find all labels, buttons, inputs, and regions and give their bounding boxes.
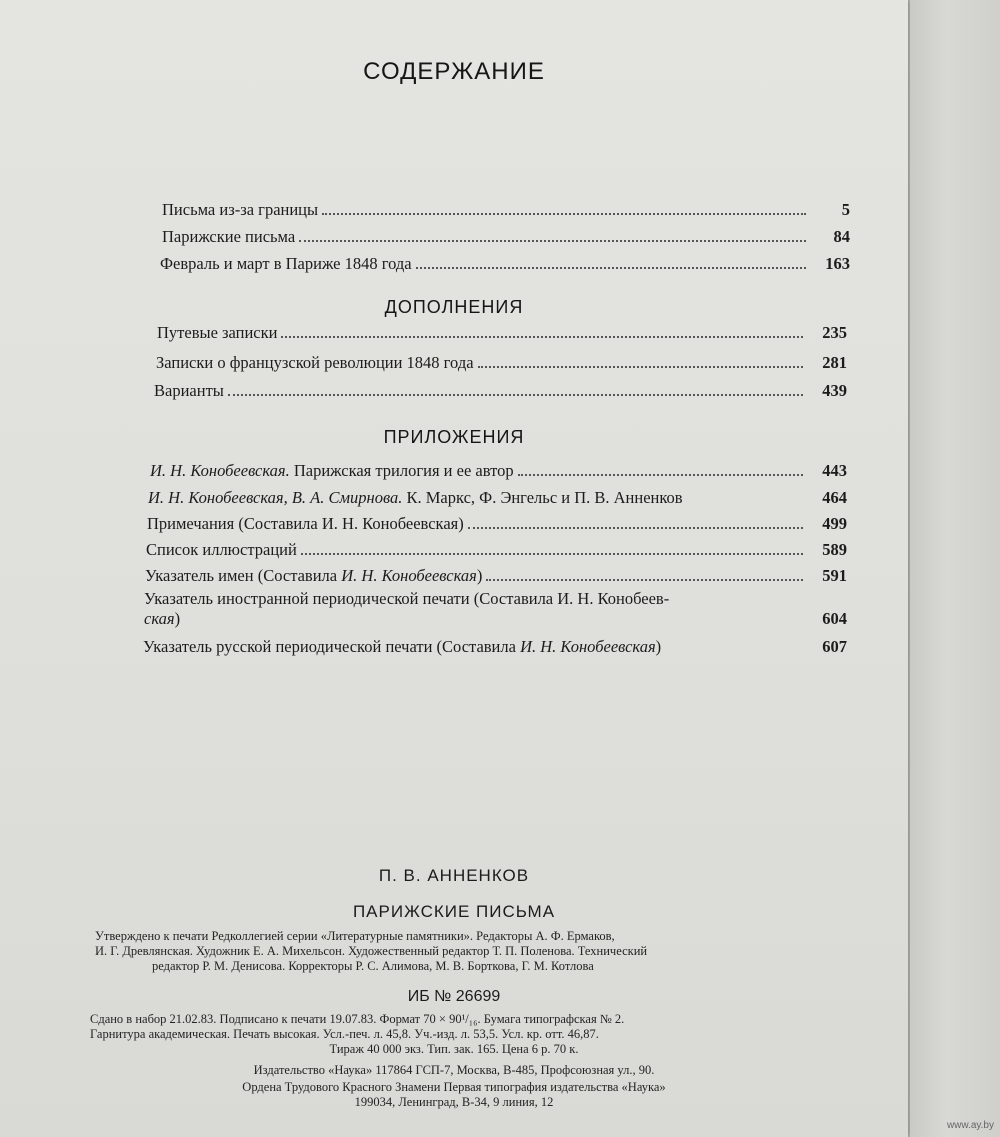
leader-dots bbox=[478, 356, 803, 368]
imprint-print-line: Гарнитура академическая. Печать высокая. Усл.-печ. л. 45,8. Уч.-изд. л. 53,5. Усл. кр. отт. 46,87. bbox=[90, 1027, 599, 1041]
toc-entry-text bbox=[148, 488, 683, 508]
toc-entry-author: И. Н. Конобеевская, В. А. Смирнова. bbox=[148, 488, 403, 507]
toc-entry-line bbox=[144, 589, 669, 609]
toc-entry bbox=[143, 637, 847, 657]
watermark-text: www.ay.by bbox=[946, 1120, 994, 1131]
imprint-print-line: Тираж 40 000 экз. Тип. зак. 165. Цена 6 р. 70 к. bbox=[329, 1042, 579, 1056]
leader-dots bbox=[322, 203, 806, 215]
imprint-ib-number: ИБ № 26699 bbox=[407, 988, 501, 1005]
toc-entry-text bbox=[150, 461, 514, 481]
imprint-approved-line: И. Г. Древлянская. Художник Е. А. Михельсон. Художественный редактор Т. П. Поленова. Технический bbox=[95, 944, 648, 958]
toc-entry bbox=[156, 353, 847, 373]
toc-entry-page: 84 bbox=[833, 227, 850, 246]
toc-entry bbox=[160, 254, 850, 274]
toc-entry-title: Парижская трилогия и ее автор bbox=[293, 461, 514, 480]
toc-entry-paren: ) bbox=[476, 566, 483, 585]
toc-entry bbox=[145, 566, 847, 586]
toc-entry-text: Варианты bbox=[154, 381, 224, 400]
leader-dots bbox=[301, 543, 803, 555]
toc-entry-title: К. Маркс, Ф. Энгельс и П. В. Анненков bbox=[406, 488, 683, 507]
toc-entry-text: Путевые записки bbox=[157, 323, 278, 342]
toc-entry-page: 443 bbox=[822, 461, 847, 480]
leader-dots bbox=[228, 384, 803, 396]
toc-entry-page: 281 bbox=[822, 353, 847, 372]
toc-entry-title: Указатель иностранной периодической печати (Составила bbox=[144, 589, 554, 608]
toc-entry bbox=[157, 323, 847, 343]
toc-entry-text: Письма из-за границы bbox=[162, 200, 319, 219]
toc-entry bbox=[147, 514, 847, 534]
toc-entry-author: И. Н. Конобеев- bbox=[557, 589, 670, 608]
toc-entry bbox=[162, 200, 850, 220]
toc-entry-author: ская bbox=[144, 609, 175, 628]
imprint-publisher-line: 199034, Ленинград, В-34, 9 линия, 12 bbox=[354, 1095, 554, 1109]
toc-entry bbox=[162, 227, 850, 247]
leader-dots bbox=[281, 326, 803, 338]
toc-entry-text: Список иллюстраций bbox=[146, 540, 297, 559]
toc-entry-author: И. Н. Конобеевская bbox=[520, 637, 656, 656]
toc-entry-author: И. Н. Конобеевская bbox=[341, 566, 477, 585]
toc-entry-text bbox=[143, 637, 661, 657]
imprint-print-line: Сдано в набор 21.02.83. Подписано к печати 19.07.83. Формат 70 × 90¹/₁₆. Бумага типографская № 2. bbox=[90, 1012, 625, 1026]
toc-entry-page: 439 bbox=[822, 381, 847, 400]
imprint-publisher-line: Ордена Трудового Красного Знамени Первая типография издательства «Наука» bbox=[242, 1080, 666, 1094]
toc-entry bbox=[148, 488, 847, 508]
toc-entry-page: 607 bbox=[822, 637, 847, 656]
toc-entry-page: 591 bbox=[822, 566, 847, 585]
toc-entry-text bbox=[145, 566, 482, 586]
toc-entry-text: Записки о французской революции 1848 года bbox=[156, 353, 474, 372]
imprint-publisher-line: Издательство «Наука» 117864 ГСП-7, Москва, В-485, Профсоюзная ул., 90. bbox=[253, 1063, 655, 1077]
toc-entry-page: 5 bbox=[841, 200, 850, 219]
leader-dots bbox=[184, 614, 803, 624]
toc-entry-page: 589 bbox=[822, 540, 847, 559]
toc-entry-text: Примечания (Составила И. Н. Конобеевская) bbox=[147, 514, 464, 533]
adjacent-page-edge bbox=[910, 0, 1000, 1137]
leader-dots bbox=[518, 464, 803, 476]
toc-entry-title: Указатель русской периодической печати (Составила bbox=[143, 637, 516, 656]
leader-dots bbox=[416, 257, 806, 269]
toc-entry-page: 499 bbox=[822, 514, 847, 533]
toc-entry bbox=[144, 609, 847, 629]
toc-entry-text bbox=[144, 609, 180, 629]
imprint-approved-line: Утверждено к печати Редколлегией серии «Литературные памятники». Редакторы А. Ф. Ермаков, bbox=[95, 929, 615, 943]
toc-entry-page: 235 bbox=[822, 323, 847, 342]
toc-entry bbox=[150, 461, 847, 481]
toc-entry-title: Указатель имен (Составила bbox=[145, 566, 338, 585]
leader-dots bbox=[468, 517, 803, 529]
section-title-prilozheniya: ПРИЛОЖЕНИЯ bbox=[383, 427, 525, 447]
toc-entry bbox=[146, 540, 847, 560]
toc-entry-page: 163 bbox=[825, 254, 850, 273]
toc-entry-text: Парижские письма bbox=[162, 227, 296, 246]
toc-entry-page: 604 bbox=[822, 609, 847, 628]
leader-dots bbox=[486, 569, 803, 581]
imprint-approved-line: редактор Р. М. Денисова. Корректоры Р. С. Алимова, М. В. Борткова, Г. М. Котлова bbox=[152, 959, 594, 973]
toc-entry-page: 464 bbox=[822, 488, 847, 507]
leader-dots bbox=[665, 642, 803, 652]
toc-entry-author: И. Н. Конобеевская. bbox=[150, 461, 290, 480]
toc-entry-paren: ) bbox=[174, 609, 181, 628]
book-title: ПАРИЖСКИЕ ПИСЬМА bbox=[352, 902, 556, 921]
toc-entry bbox=[154, 381, 847, 401]
page-title: СОДЕРЖАНИЕ bbox=[363, 58, 545, 85]
section-title-dopolneniya: ДОПОЛНЕНИЯ bbox=[384, 297, 524, 317]
leader-dots bbox=[687, 493, 803, 503]
toc-entry-paren: ) bbox=[655, 637, 662, 656]
book-author: П. В. АННЕНКОВ bbox=[378, 866, 530, 885]
leader-dots bbox=[299, 230, 806, 242]
toc-entry-text: Февраль и март в Париже 1848 года bbox=[160, 254, 412, 273]
